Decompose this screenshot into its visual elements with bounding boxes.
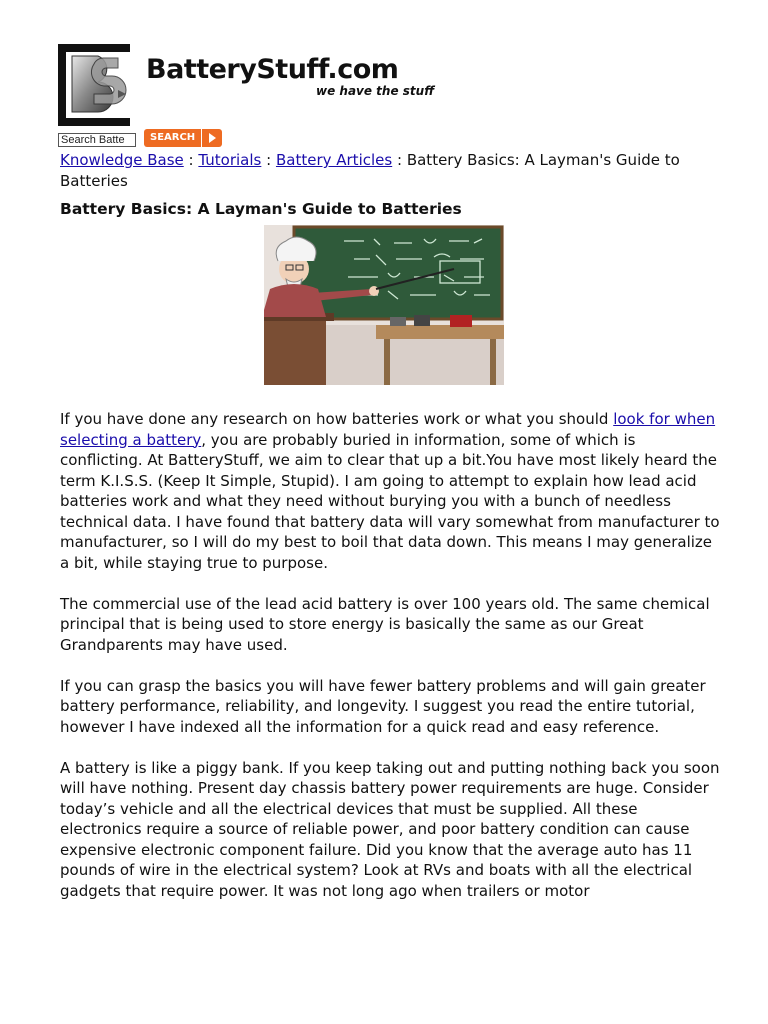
- breadcrumb-link-tutorials[interactable]: Tutorials: [198, 151, 262, 169]
- paragraph-text: If you have done any research on how batteries work or what you should: [60, 410, 614, 428]
- main-content: [60, 150, 720, 922]
- article-paragraph: The commercial use of the lead acid battery is over 100 years old. The same chemical principal that is being used to store energy is basically the same as our Great Grandparents may have used.: [60, 594, 710, 654]
- paragraph-text: , you are probably buried in information, some of which is conflicting. At BatteryStuff, we aim to clear that up a bit.You have most likely heard the term K.I.S.S. (Keep It Simple, Stupid). I am going to attempt to explain how lead acid batteries work and what they need without burying you with a bunch of needless technical data. I have found that battery data will vary somewhat from manufacturer to manufacturer, so I will do my best to boil that data down. This means I may generalize a bit, while staying true to purpose.: [60, 430, 720, 572]
- link-selecting-a-battery[interactable]: look for when selecting a battery: [60, 410, 716, 449]
- teacher-at-chalkboard-illustration-icon: [264, 225, 504, 385]
- bs-monogram-logo-icon: [58, 44, 130, 126]
- article-paragraph: A battery is like a piggy bank. If you keep taking out and putting nothing back you soon will have nothing. Present day chassis battery power requirements are huge. Consider today’s vehicle and all the electrical devices that must be supplied. All these electronics require a source of reliable power, and poor battery condition can cause expensive electronic component failure. Did you know that the average auto has 11 pounds of wire in the electrical system? Look at RVs and boats with all the electrical gadgets that require power. It was not long ago when trailers or motor: [60, 758, 720, 900]
- breadcrumb-current: Battery Basics: A Layman's Guide to Batteries: [60, 151, 680, 190]
- search-input[interactable]: [58, 133, 136, 147]
- search-button[interactable]: [144, 129, 222, 147]
- brand-name: BatteryStuff.com: [146, 54, 399, 85]
- breadcrumb-separator: :: [188, 151, 194, 169]
- breadcrumb-link-battery-articles[interactable]: Battery Articles: [275, 151, 393, 169]
- breadcrumb-separator: :: [266, 151, 272, 169]
- play-arrow-icon: [201, 129, 222, 147]
- article-paragraph: If you can grasp the basics you will have fewer battery problems and will gain greater battery performance, reliability, and longevity. I suggest you read the entire tutorial, however I have indexed all the information for a quick read and easy reference.: [60, 676, 706, 736]
- brand-tagline: we have the stuff: [316, 84, 435, 98]
- breadcrumb-separator: :: [396, 151, 403, 169]
- site-header: [58, 44, 478, 126]
- article-paragraph: [60, 409, 720, 573]
- article-body: [60, 409, 720, 901]
- breadcrumb-link-knowledge-base[interactable]: Knowledge Base: [60, 151, 184, 169]
- search-button-label: SEARCH: [150, 132, 196, 143]
- page-title: Battery Basics: A Layman's Guide to Batteries: [60, 200, 462, 218]
- breadcrumb: [60, 150, 720, 191]
